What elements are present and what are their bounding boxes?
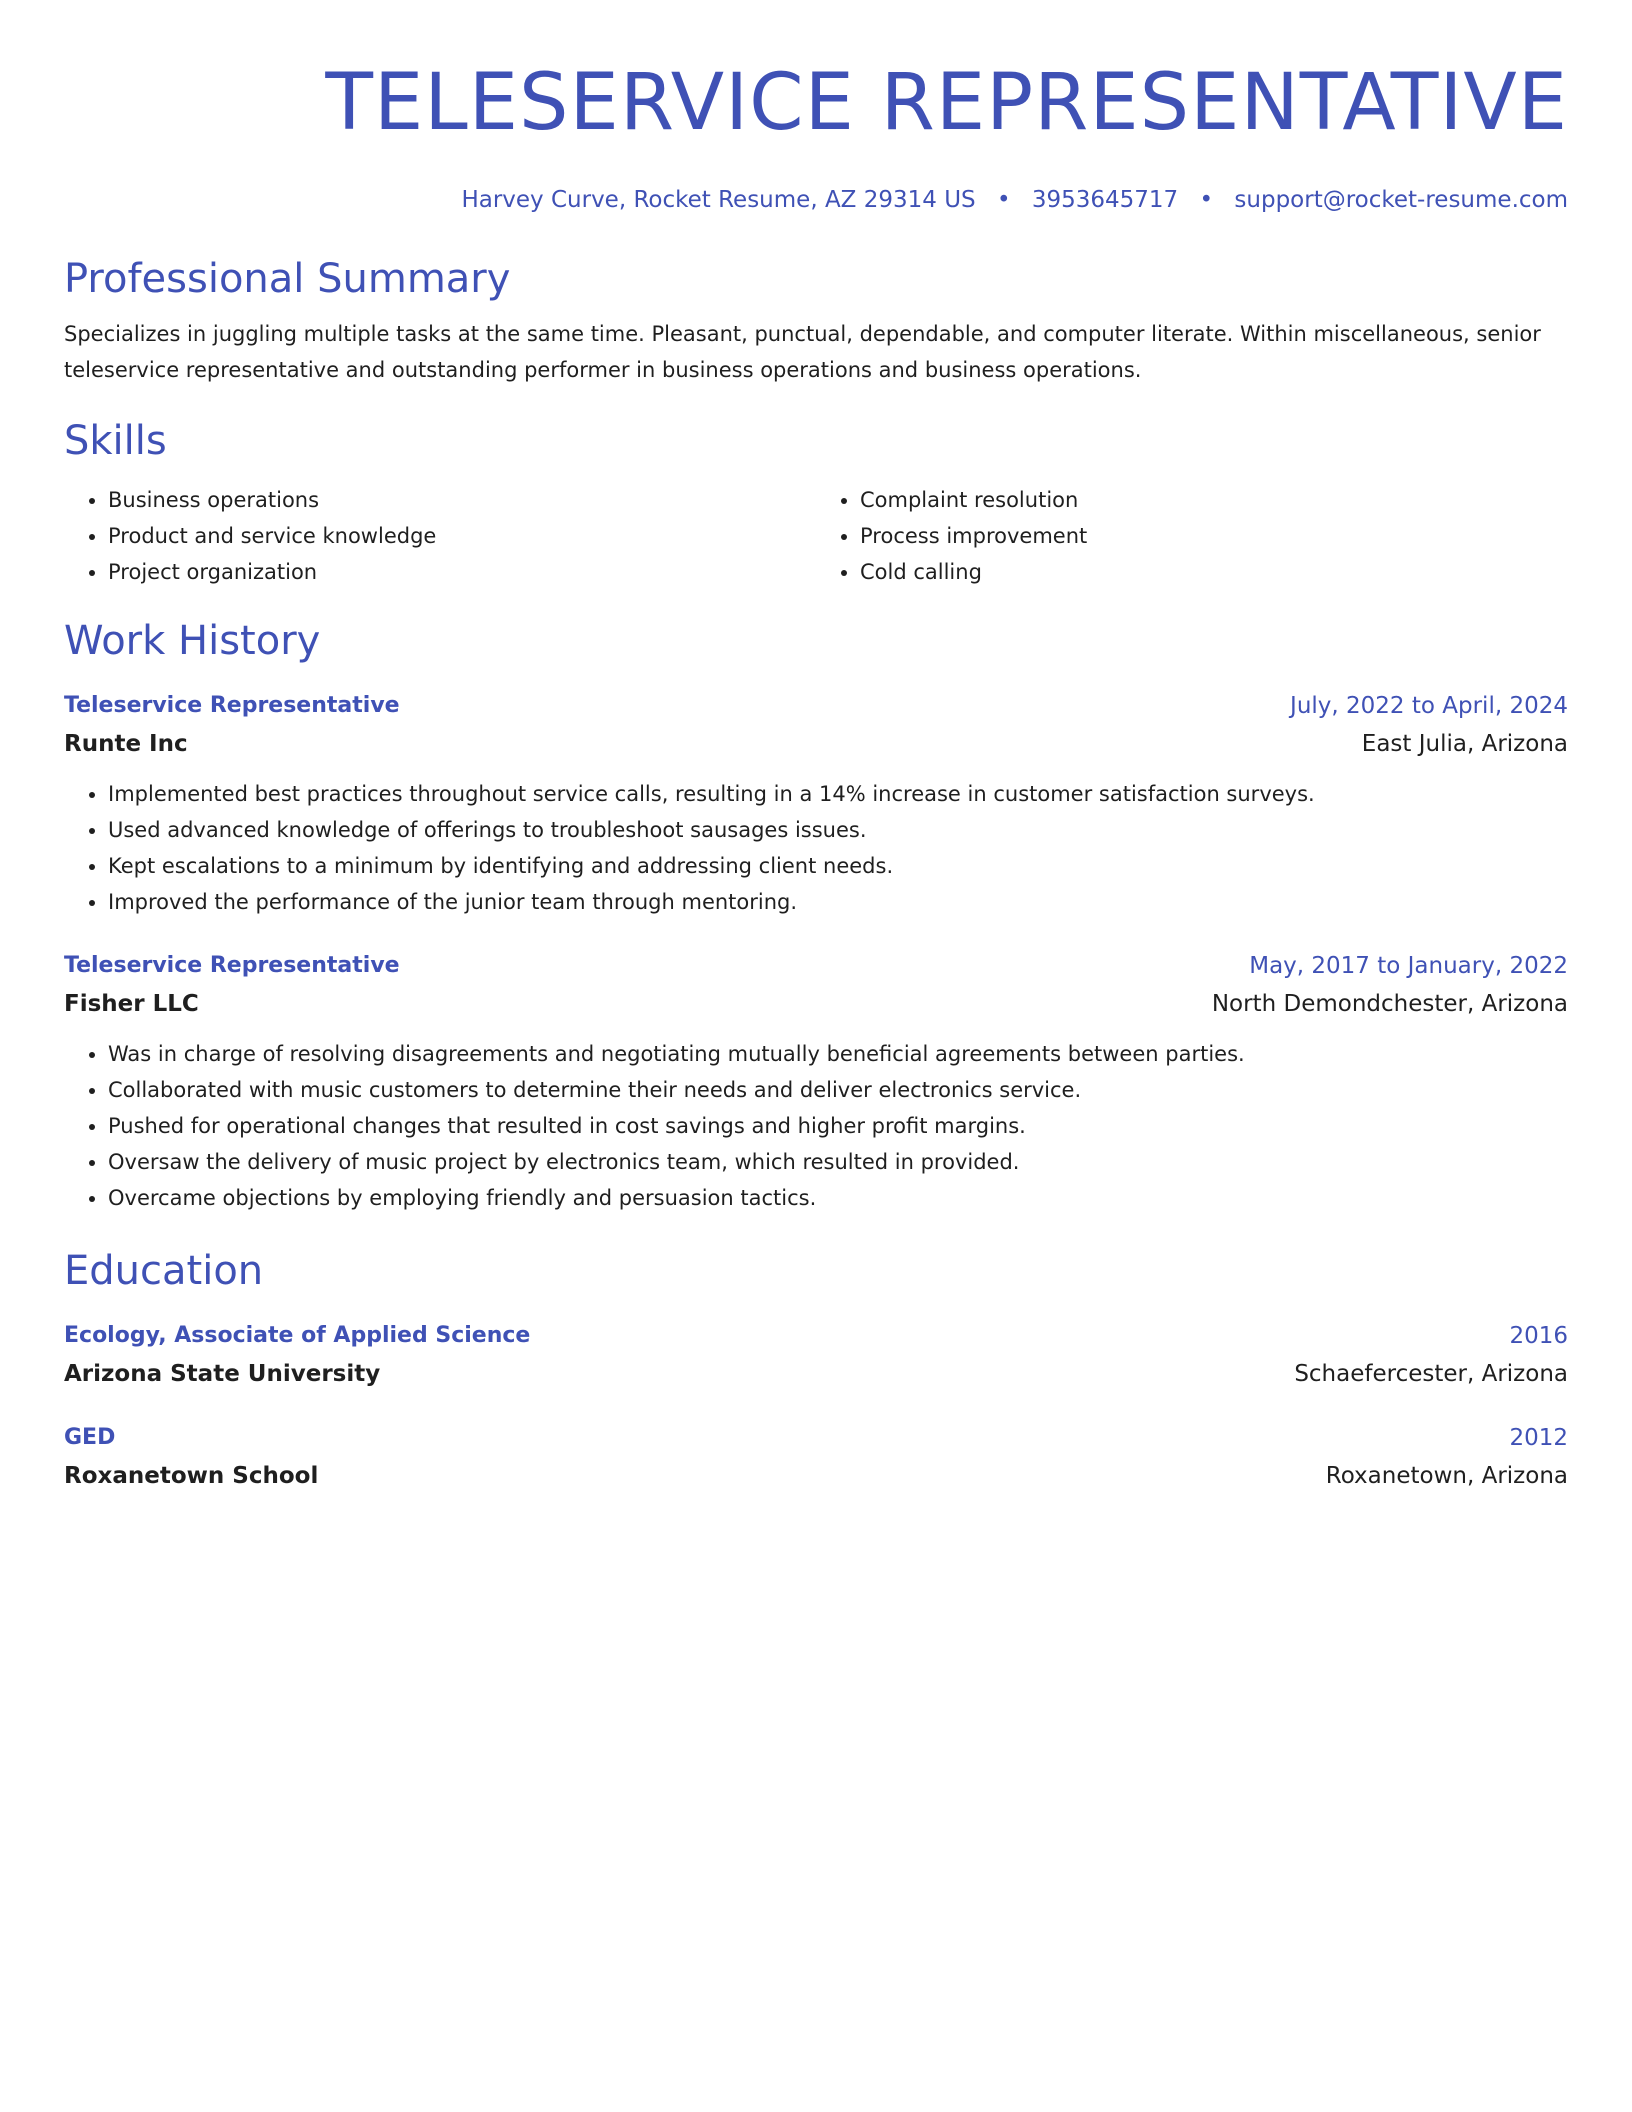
resume-page — [64, 0, 1568, 1494]
skill-item: • Project organization — [108, 554, 816, 590]
job-entry — [64, 950, 1568, 1216]
job-bullet: • Improved the performance of the junior team through mentoring. — [108, 884, 1568, 920]
summary-heading: Professional Summary — [64, 256, 511, 302]
skill-item: • Business operations — [108, 482, 816, 518]
education-location: Schaefercester, Arizona — [1294, 1361, 1568, 1387]
job-bullet: • Collaborated with music customers to determine their needs and deliver electronics service. — [108, 1072, 1568, 1108]
job-location: North Demondchester, Arizona — [1211, 991, 1568, 1017]
job-bullet: • Used advanced knowledge of offerings to troubleshoot sausages issues. — [108, 812, 1568, 848]
job-entry — [64, 690, 1568, 920]
skill-item: • Product and service knowledge — [108, 518, 816, 554]
job-bullets — [64, 776, 1568, 920]
skills-column-right — [816, 482, 1568, 590]
job-bullet: • Kept escalations to a minimum by identifying and addressing client needs. — [108, 848, 1568, 884]
contact-separator: • — [996, 187, 1011, 213]
job-subheader — [64, 726, 1568, 762]
summary-text: Specializes in juggling multiple tasks at the same time. Pleasant, punctual, dependable, and computer literate. Within miscellaneous, senior teleservice representative and outstanding performer in business operations and business operations. — [64, 322, 1541, 382]
job-header — [64, 690, 1568, 722]
job-dates: July, 2022 to April, 2024 — [1290, 693, 1568, 719]
job-role: Teleservice Representative — [64, 953, 400, 978]
job-bullet: • Oversaw the delivery of music project by electronics team, which resulted in provided. — [108, 1144, 1568, 1180]
education-year: 2016 — [1509, 1323, 1568, 1349]
contact-line — [64, 184, 1568, 216]
address-text: Harvey Curve, Rocket Resume, AZ 29314 US — [461, 187, 976, 213]
job-role: Teleservice Representative — [64, 693, 400, 718]
skill-item: • Complaint resolution — [860, 482, 1568, 518]
work-history-heading: Work History — [64, 618, 321, 664]
education-entry — [64, 1320, 1568, 1392]
email-text: support@rocket-resume.com — [1234, 187, 1568, 213]
skill-item: • Cold calling — [860, 554, 1568, 590]
education-header — [64, 1422, 1568, 1454]
education-location: Roxanetown, Arizona — [1325, 1463, 1568, 1489]
skills-column-left — [64, 482, 816, 590]
education-entry — [64, 1422, 1568, 1494]
job-bullet: • Implemented best practices throughout service calls, resulting in a 14% increase in customer satisfaction surveys. — [108, 776, 1568, 812]
skill-item: • Process improvement — [860, 518, 1568, 554]
education-degree: GED — [64, 1425, 116, 1450]
job-bullet: • Pushed for operational changes that resulted in cost savings and higher profit margins. — [108, 1108, 1568, 1144]
job-dates: May, 2017 to January, 2022 — [1249, 953, 1568, 979]
skills-heading: Skills — [64, 418, 167, 464]
contact-separator: • — [1199, 187, 1214, 213]
job-header — [64, 950, 1568, 982]
phone-text: 3953645717 — [1031, 187, 1179, 213]
job-bullet: • Was in charge of resolving disagreements and negotiating mutually beneficial agreements between parties. — [108, 1036, 1568, 1072]
education-year: 2012 — [1509, 1425, 1568, 1451]
education-header — [64, 1320, 1568, 1352]
job-subheader — [64, 986, 1568, 1022]
education-school: Arizona State University — [64, 1361, 381, 1387]
job-company: Fisher LLC — [64, 991, 199, 1017]
education-heading: Education — [64, 1248, 264, 1294]
job-bullets — [64, 1036, 1568, 1216]
job-bullet: • Overcame objections by employing friendly and persuasion tactics. — [108, 1180, 1568, 1216]
candidate-title: TELESERVICE REPRESENTATIVE — [325, 58, 1568, 148]
education-subheader — [64, 1356, 1568, 1392]
education-school: Roxanetown School — [64, 1463, 319, 1489]
education-degree: Ecology, Associate of Applied Science — [64, 1323, 531, 1348]
skills-list — [64, 482, 1568, 590]
job-company: Runte Inc — [64, 731, 188, 757]
education-subheader — [64, 1458, 1568, 1494]
job-location: East Julia, Arizona — [1361, 731, 1568, 757]
